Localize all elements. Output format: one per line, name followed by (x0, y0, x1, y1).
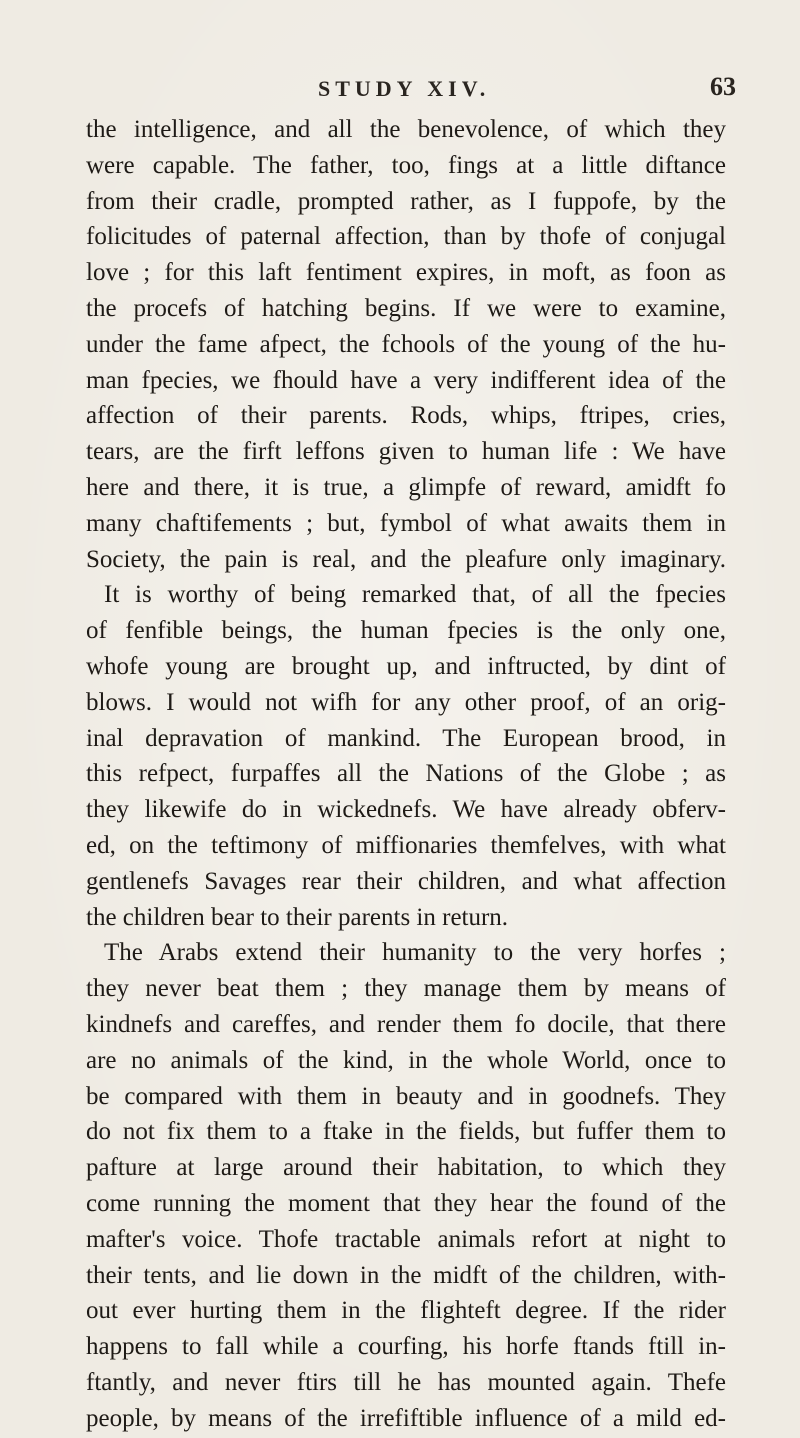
text-line: man fpecies, we fhould have a very indifferent idea of the (86, 366, 726, 394)
text-line: be compared with them in beauty and in goodnefs. They (86, 1082, 726, 1110)
text-line: the intelligence, and all the benevolence, of which they (86, 116, 726, 143)
text-line: come running the moment that they hear the found of the (86, 1189, 726, 1217)
text-line: were capable. The father, too, fings at a little diftance (86, 151, 726, 179)
text-line: tears, are the firft leffons given to human life : We have (86, 438, 726, 466)
text-line: people, by means of the irrefiftible influence of a mild ed- (86, 1404, 726, 1432)
text-line: they never beat them ; they manage them by means of (86, 975, 726, 1003)
running-head: STUDY XIV. (318, 76, 491, 101)
text-line: folicitudes of paternal affection, than by thofe of conjugal (86, 223, 726, 251)
text-line: blows. I would not wifh for any other proof, of an orig- (86, 688, 726, 716)
text-line: whofe young are brought up, and inftructed, by dint of (86, 652, 726, 680)
body-text (86, 112, 726, 1436)
text-line: from their cradle, prompted rather, as I fuppofe, by the (86, 187, 726, 215)
page-number: 63 (710, 72, 736, 101)
text-line: of fenfible beings, the human fpecies is the only one, (86, 617, 726, 645)
text-line: many chaftifements ; but, fymbol of what awaits them in (86, 509, 726, 537)
text-line: this refpect, furpaffes all the Nations of the Globe ; as (86, 760, 726, 788)
text-line: The Arabs extend their humanity to the very horfes ; (104, 939, 726, 967)
text-line: here and there, it is true, a glimpfe of reward, amidft fo (86, 473, 726, 501)
text-line: out ever hurting them in the flighteft degree. If the rider (86, 1297, 726, 1325)
text-line: their tents, and lie down in the midft of the children, with- (86, 1261, 726, 1289)
text-line: do not fix them to a ftake in the fields, but fuffer them to (86, 1118, 726, 1146)
text-line: are no animals of the kind, in the whole World, once to (86, 1046, 726, 1074)
text-line: love ; for this laft fentiment expires, in moft, as foon as (86, 259, 726, 287)
text-line: inal depravation of mankind. The European brood, in (86, 724, 726, 752)
text-line: affection of their parents. Rods, whips, ftripes, cries, (86, 402, 726, 430)
text-line: mafter's voice. Thofe tractable animals refort at night to (86, 1225, 726, 1253)
text-line: the procefs of hatching begins. If we were to examine, (86, 294, 726, 322)
text-line: the children bear to their parents in return. (86, 903, 509, 931)
text-line: It is worthy of being remarked that, of all the fpecies (104, 581, 726, 609)
text-line: Society, the pain is real, and the pleafure only imaginary. (86, 545, 726, 573)
text-line: ftantly, and never ftirs till he has mounted again. Thefe (86, 1368, 726, 1396)
text-line: happens to fall while a courfing, his horfe ftands ftill in- (86, 1333, 726, 1361)
text-line: kindnefs and careffes, and render them fo docile, that there (86, 1010, 726, 1038)
text-line: gentlenefs Savages rear their children, and what affection (86, 867, 726, 895)
text-line: pafture at large around their habitation, to which they (86, 1154, 726, 1182)
text-line: under the fame afpect, the fchools of the young of the hu- (86, 330, 726, 358)
text-line: ed, on the teftimony of miffionaries themfelves, with what (86, 831, 726, 859)
text-line: they likewife do in wickednefs. We have already obferv- (86, 796, 726, 824)
